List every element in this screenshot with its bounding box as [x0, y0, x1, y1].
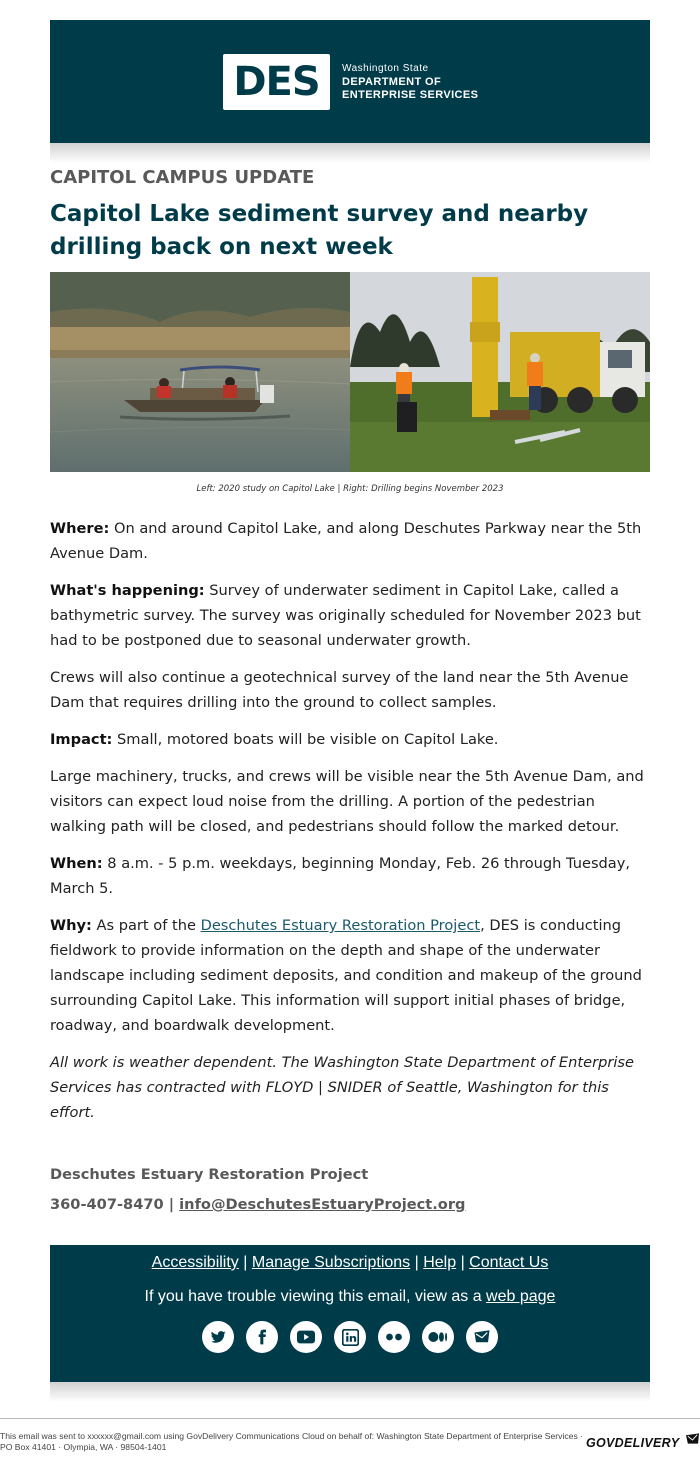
photo-caption: Left: 2020 study on Capitol Lake | Right: Drilling begins November 2023	[196, 484, 504, 494]
web-page-link[interactable]: web page	[486, 1288, 556, 1305]
where-text: On and around Capitol Lake, and along Deschutes Parkway near the 5th Avenue Dam.	[50, 520, 642, 562]
medium-icon[interactable]	[422, 1321, 454, 1353]
lake-boat-photo	[50, 272, 350, 472]
when-text: 8 a.m. - 5 p.m. weekdays, beginning Monday, Feb. 26 through Tuesday, March 5.	[50, 855, 631, 897]
contact-us-link[interactable]: Contact Us	[469, 1254, 549, 1271]
legal-divider	[0, 1418, 700, 1419]
accessibility-link[interactable]: Accessibility	[151, 1254, 239, 1271]
contact-email-link[interactable]: info@DeschutesEstuaryProject.org	[179, 1196, 466, 1213]
email-footer	[50, 1245, 650, 1382]
where-paragraph	[50, 516, 650, 566]
help-link[interactable]: Help	[423, 1254, 457, 1271]
contact-separator: |	[163, 1196, 180, 1213]
contact-org: Deschutes Estuary Restoration Project	[50, 1166, 369, 1183]
headline: Capitol Lake sediment survey and nearby drilling back on next week	[50, 201, 589, 260]
happening-label: What's happening:	[50, 582, 205, 599]
why-paragraph	[50, 913, 650, 1038]
article-body	[50, 516, 650, 1137]
legal-text: This email was sent to xxxxxx@gmail.com using GovDelivery Communications Cloud on behalf of: Washington State Department of Enterprise Services · PO Box 41401 · Olympia, WA · 98504-1401	[0, 1431, 583, 1452]
footer-shadow	[50, 1382, 650, 1402]
project-link[interactable]: Deschutes Estuary Restoration Project	[200, 917, 481, 934]
twitter-icon[interactable]	[202, 1321, 234, 1353]
flickr-icon[interactable]	[378, 1321, 410, 1353]
youtube-icon[interactable]	[290, 1321, 322, 1353]
contact-line	[50, 1196, 465, 1213]
logo-state: Washington State	[342, 62, 429, 74]
impact-label: Impact:	[50, 731, 113, 748]
footer-links: Accessibility | Manage Subscriptions | Help | Contact Us	[151, 1254, 549, 1271]
why-post: , DES is conducting fieldwork to provide information on the depth and shape of the underwater landscape including sediment deposits, and condition and makeup of the ground surrounding Capitol Lake. This information will support initial phases of bridge, roadway, and boardwalk development.	[50, 917, 642, 1034]
social-icons	[202, 1321, 498, 1353]
disclaimer-text: All work is weather dependent. The Washington State Department of Enterprise Services has contracted with FLOYD | SNIDER of Seattle, Washington for this effort.	[50, 1054, 634, 1121]
logo-dept-line1: DEPARTMENT OF	[342, 75, 442, 88]
govdelivery-logo[interactable]: GOVDELIVERY	[586, 1436, 680, 1450]
photo-strip	[50, 272, 650, 472]
disclaimer-paragraph	[50, 1050, 650, 1125]
impact-text: Small, motored boats will be visible on Capitol Lake.	[112, 731, 499, 748]
email-header	[50, 20, 650, 143]
why-pre: As part of the	[91, 917, 201, 934]
when-label: When:	[50, 855, 103, 872]
manage-subscriptions-link[interactable]: Manage Subscriptions	[251, 1254, 411, 1271]
kicker: CAPITOL CAMPUS UPDATE	[50, 167, 315, 188]
des-logo-text	[342, 63, 478, 102]
govdelivery-envelope-icon	[686, 1430, 699, 1449]
where-label: Where:	[50, 520, 110, 537]
machinery-paragraph: Large machinery, trucks, and crews will be visible near the 5th Avenue Dam, and visitors can expect loud noise from the drilling. A portion of the pedestrian walking path will be closed, and pedestrians should follow the marked detour.	[50, 768, 644, 835]
contact-phone: 360-407-8470	[50, 1196, 164, 1213]
linkedin-icon[interactable]	[334, 1321, 366, 1353]
email-icon[interactable]	[466, 1321, 498, 1353]
when-paragraph	[50, 851, 650, 901]
happening-text: Survey of underwater sediment in Capitol Lake, called a bathymetric survey. The survey was originally scheduled for November 2023 but had to be postponed due to seasonal underwater growth.	[50, 582, 641, 649]
logo-dept-line2: ENTERPRISE SERVICES	[342, 88, 479, 101]
impact-paragraph	[50, 727, 650, 752]
happening-paragraph	[50, 578, 650, 653]
facebook-icon[interactable]	[246, 1321, 278, 1353]
view-web-line	[50, 1288, 650, 1306]
header-shadow	[50, 143, 650, 163]
des-logo-mark: DES	[223, 54, 330, 110]
des-logo[interactable]	[223, 54, 478, 110]
drilling-photo	[350, 272, 650, 472]
why-label: Why:	[50, 917, 92, 934]
crews-paragraph: Crews will also continue a geotechnical survey of the land near the 5th Avenue Dam that requires drilling into the ground to collect samples.	[50, 669, 629, 711]
view-web-text: If you have trouble viewing this email, view as a	[144, 1288, 487, 1305]
